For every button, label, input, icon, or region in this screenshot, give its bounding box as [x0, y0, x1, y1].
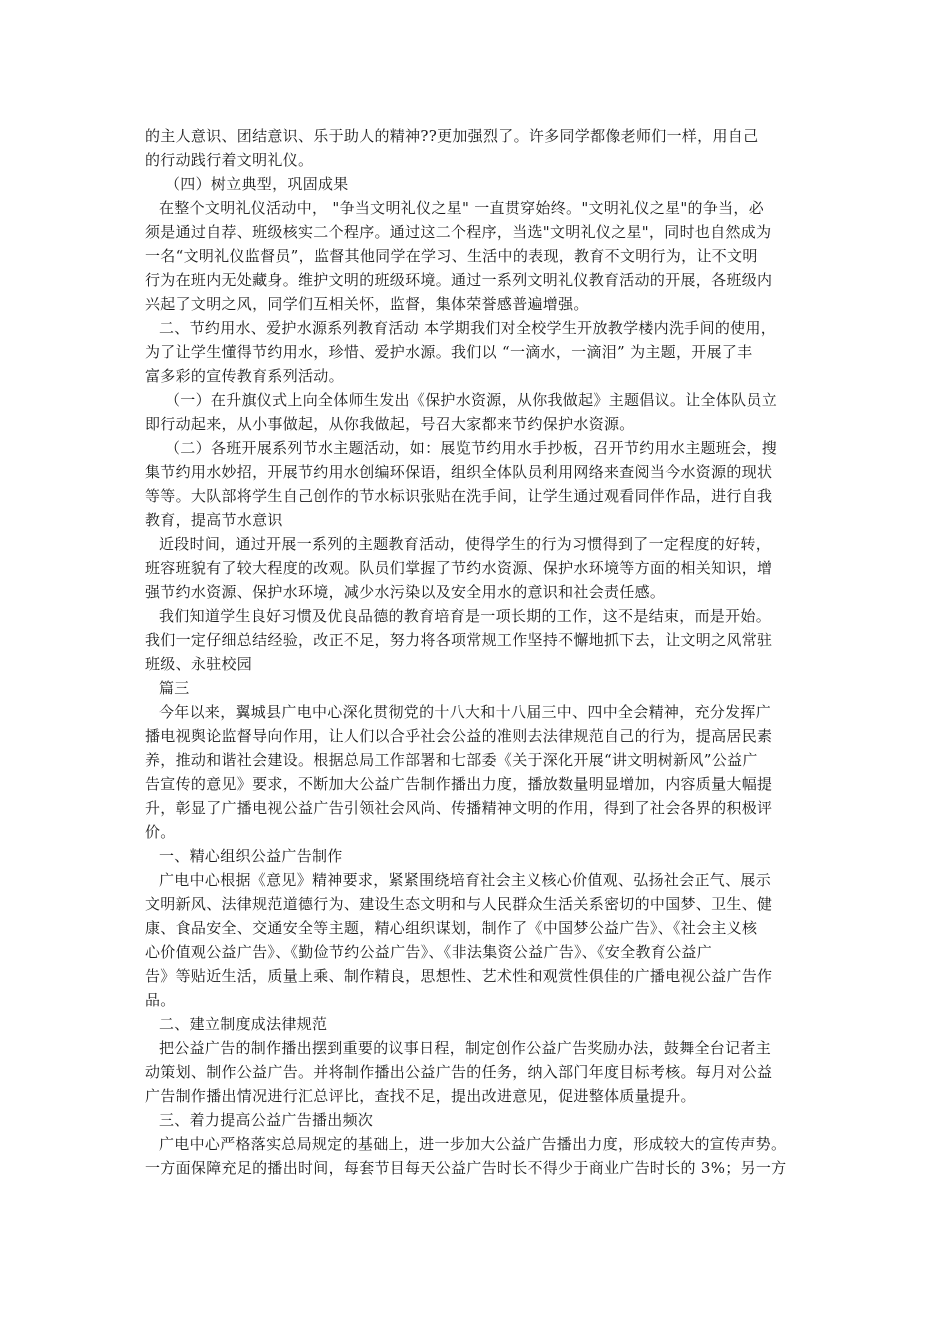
text-line: 广告制作播出情况进行汇总评比，查找不足，提出改进意见，促进整体质量提升。: [145, 1087, 696, 1105]
text-line: 近段时间，通过开展一系列的主题教育活动，使得学生的行为习惯得到了一定程度的好转，: [159, 535, 772, 553]
text-line: 在整个文明礼仪活动中， "争当文明礼仪之星" 一直贯穿始终。"文明礼仪之星"的争当，必: [159, 199, 765, 217]
text-line: 的行动践行着文明礼仪。: [145, 151, 314, 169]
text-line: 心价值观公益广告》、《勤俭节约公益广告》、《非法集资公益广告》、《安全教育公益广: [145, 943, 713, 961]
text-line: 养，推动和谐社会建设。根据总局工作部署和七部委《关于深化开展“讲文明树新风”公益广: [145, 751, 758, 769]
text-line: 把公益广告的制作播出摆到重要的议事日程，制定创作公益广告奖励办法，鼓舞全台记者主: [159, 1039, 772, 1057]
text-line: 的主人意识、团结意识、乐于助人的精神??更加强烈了。许多同学都像老师们一样，用自己: [145, 127, 759, 145]
text-line: 告宣传的意见》要求，不断加大公益广告制作播出力度，播放数量明显增加，内容质量大幅提: [145, 775, 773, 793]
text-line: 播电视舆论监督导向作用，让人们以合乎社会公益的准则去法律规范自己的行为，提高居民素: [145, 727, 773, 745]
text-line: 等等。大队部将学生自己创作的节水标识张贴在洗手间，让学生通过观看同伴作品，进行自我: [145, 487, 773, 505]
text-line: 动策划、制作公益广告。并将制作播出公益广告的任务，纳入部门年度目标考核。每月对公益: [145, 1063, 773, 1081]
section-heading: 二、建立制度成法律规范: [159, 1015, 328, 1033]
text-line: 今年以来，翼城县广电中心深化贯彻党的十八大和十八届三中、四中全会精神，充分发挥广: [159, 703, 772, 721]
text-line: 品。: [145, 991, 176, 1009]
text-line: 班容班貌有了较大程度的改观。队员们掌握了节约水资源、保护水环境等方面的相关知识，增: [145, 559, 773, 577]
text-line: （二）各班开展系列节水主题活动，如：展览节约用水手抄板，召开节约用水主题班会，搜: [165, 439, 778, 457]
text-line: 我们知道学生良好习惯及优良品德的教育培育是一项长期的工作，这不是结束，而是开始。: [159, 607, 772, 625]
text-line: 强节约水资源、保护水环境，减少水污染以及安全用水的意识和社会责任感。: [145, 583, 666, 601]
text-line: 升，彰显了广播电视公益广告引领社会风尚、传播精神文明的作用，得到了社会各界的积极评: [145, 799, 773, 817]
text-line: 康、食品安全、交通安全等主题，精心组织谋划，制作了《中国梦公益广告》、《社会主义核: [145, 919, 758, 937]
text-line: 广电中心根据《意见》精神要求，紧紧围绕培育社会主义核心价值观、弘扬社会正气、展示: [159, 871, 772, 889]
text-line: 广电中心严格落实总局规定的基础上，进一步加大公益广告播出力度，形成较大的宣传声势。: [159, 1135, 787, 1153]
text-line: 价。: [145, 823, 176, 841]
text-line: 为了让学生懂得节约用水，珍惜、爱护水源。我们以 “一滴水，一滴泪” 为主题，开展了丰: [145, 343, 753, 361]
text-line: 文明新风、法律规范道德行为、建设生态文明和与人民群众生活关系密切的中国梦、卫生、健: [145, 895, 773, 913]
section-heading: 三、着力提高公益广告播出频次: [159, 1111, 374, 1129]
text-line: （一）在升旗仪式上向全体师生发出《保护水资源，从你我做起》主题倡议。让全体队员立: [165, 391, 778, 409]
text-line: 行为在班内无处藏身。维护文明的班级环境。通过一系列文明礼仪教育活动的开展，各班级内: [145, 271, 773, 289]
text-line: 即行动起来，从小事做起，从你我做起，号召大家都来节约保护水资源。: [145, 415, 635, 433]
text-line: 富多彩的宣传教育系列活动。: [145, 367, 344, 385]
text-line: 班级、永驻校园: [145, 655, 253, 673]
text-line: 我们一定仔细总结经验，改正不足，努力将各项常规工作坚持不懈地抓下去，让文明之风常驻: [145, 631, 773, 649]
section-heading: （四）树立典型，巩固成果: [165, 175, 349, 193]
section-heading: 一、精心组织公益广告制作: [159, 847, 343, 865]
text-line: 集节约用水妙招，开展节约用水创编环保语，组织全体队员利用网络来查阅当今水资源的现状: [145, 463, 773, 481]
text-line: 教育，提高节水意识: [145, 511, 283, 529]
section-heading: 二、节约用水、爱护水源系列教育活动 本学期我们对全校学生开放教学楼内洗手间的使用，: [159, 319, 777, 337]
text-line: 一名“文明礼仪监督员”，监督其他同学在学习、生活中的表现，教育不文明行为，让不文明: [145, 247, 758, 265]
document-body: [145, 124, 810, 1180]
text-line: 一方面保障充足的播出时间，每套节目每天公益广告时长不得少于商业广告时长的 3%；另一方: [145, 1159, 787, 1177]
text-line: 告》等贴近生活，质量上乘、制作精良，思想性、艺术性和观赏性俱佳的广播电视公益广告作: [145, 967, 773, 985]
text-line: 兴起了文明之风，同学们互相关怀，监督，集体荣誉感普遍增强。: [145, 295, 589, 313]
text-line: 须是通过自荐、班级核实二个程序。通过这二个程序，当选"文明礼仪之星"，同时也自然成为: [145, 223, 772, 241]
part-heading: 篇三: [159, 679, 190, 697]
